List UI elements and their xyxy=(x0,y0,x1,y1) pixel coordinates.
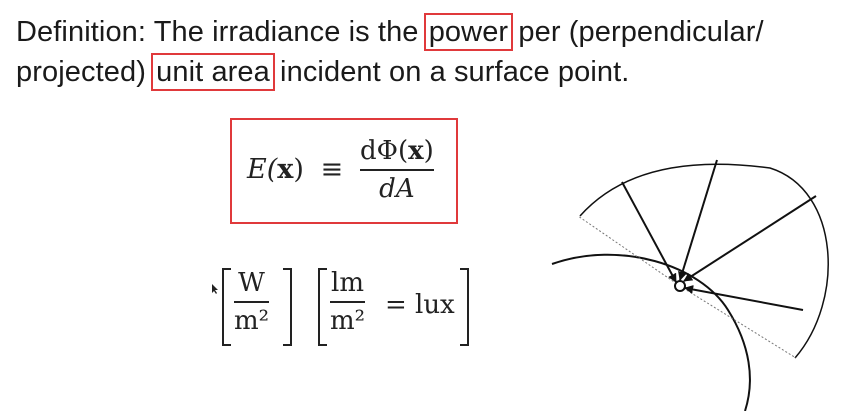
unit-bracket-right-2 xyxy=(460,268,469,346)
numerator-x: x xyxy=(408,136,424,166)
equiv-sign: ≡ xyxy=(320,154,344,185)
surface-point xyxy=(675,281,685,291)
equation-fraction xyxy=(360,136,434,204)
unit-bracket-left-2 xyxy=(318,268,327,346)
fraction-bar xyxy=(360,169,434,171)
unit-lm-numerator: lm xyxy=(331,268,365,298)
irradiance-diagram xyxy=(540,130,850,411)
ray-1 xyxy=(622,182,676,282)
unit-fraction-watts xyxy=(234,268,269,336)
tangent-line-lower xyxy=(680,286,796,358)
unit-w-bar xyxy=(234,301,269,303)
surface-curve xyxy=(552,255,750,411)
numerator-pre: dΦ( xyxy=(360,136,409,166)
unit-bracket-right-1 xyxy=(283,268,292,346)
unit-equals: = xyxy=(385,290,407,320)
ray-3 xyxy=(684,196,816,281)
lhs-E: E( xyxy=(247,154,278,185)
definition-text xyxy=(16,12,836,92)
definition-suffix: incident on a surface point. xyxy=(271,56,630,88)
lhs-close: ) xyxy=(293,154,304,185)
equation-lhs xyxy=(247,154,343,185)
tangent-line-upper xyxy=(578,216,680,286)
unit-w-numerator: W xyxy=(238,268,265,298)
unit-lm-bar xyxy=(330,301,365,303)
power-highlight: power xyxy=(428,16,509,48)
equation-numerator xyxy=(360,136,434,166)
mouse-pointer-icon xyxy=(212,284,218,294)
unit-w-denominator: m² xyxy=(234,305,270,336)
unit-lm-denominator: m² xyxy=(330,305,366,336)
definition-middle: per (perpendicular/ projected) xyxy=(16,16,764,88)
unit-fraction-lumens xyxy=(330,268,365,336)
lhs-x: x xyxy=(277,154,294,185)
ray-4 xyxy=(685,288,803,310)
unit-bracket-left-1 xyxy=(222,268,231,346)
unit-lux: lux xyxy=(415,290,455,320)
definition-prefix: Definition: The irradiance is the xyxy=(16,16,419,48)
ray-2 xyxy=(680,160,717,280)
hemisphere-arc xyxy=(580,164,828,358)
numerator-post: ) xyxy=(423,136,434,166)
equation-denominator: dA xyxy=(379,173,415,204)
unit-area-highlight: unit area xyxy=(156,56,270,88)
irradiance-equation-box xyxy=(230,118,458,224)
